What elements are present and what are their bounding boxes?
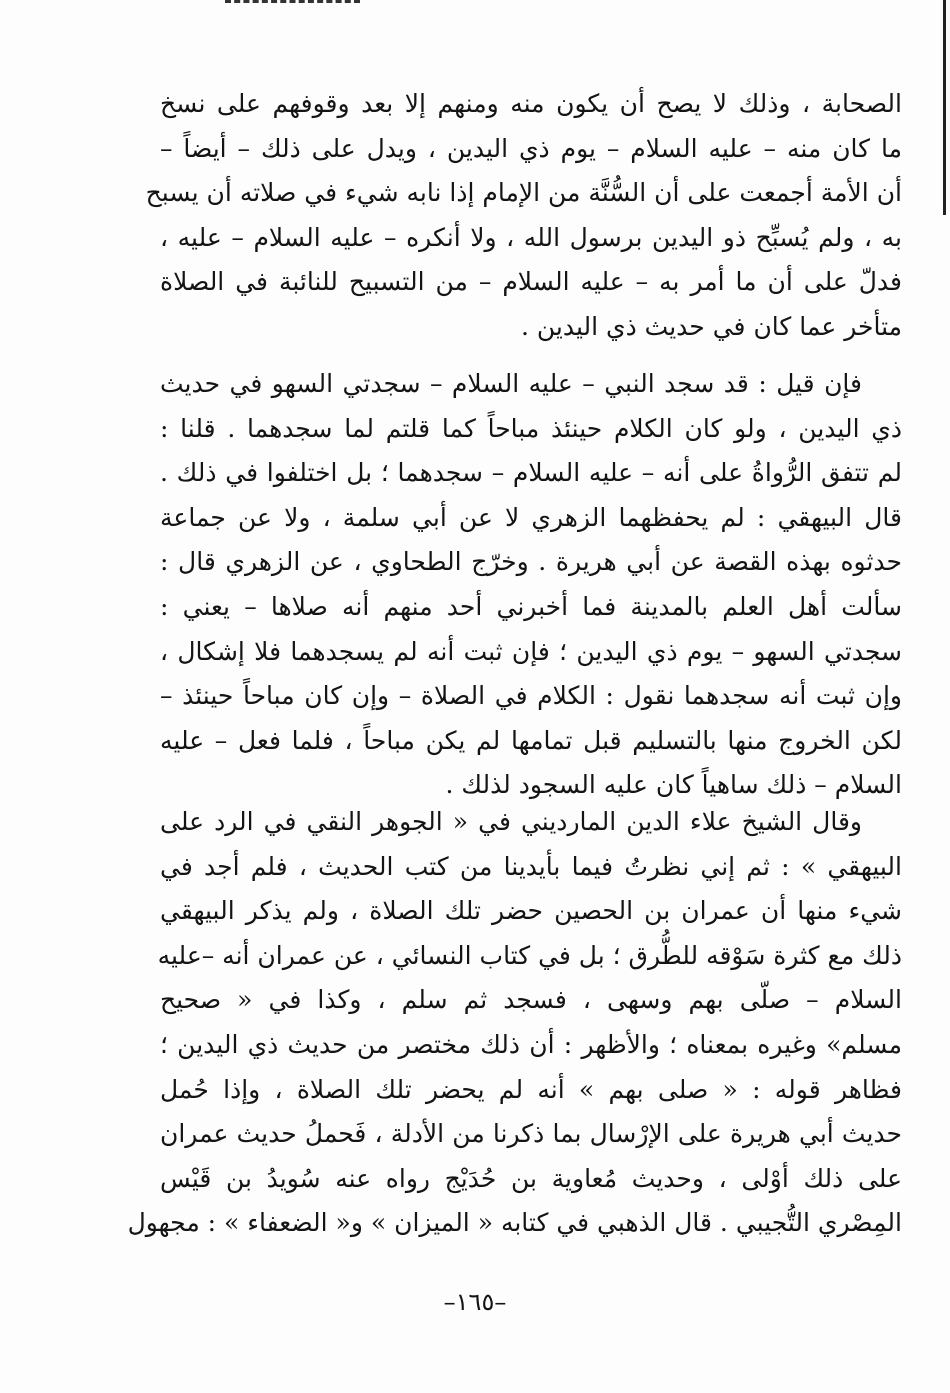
- text-line: حدثوه بهذه القصة عن أبي هريرة . وخرّج الطحاوي ، عن الزهري قال :: [160, 547, 903, 577]
- text-line: سجدتي السهو – يوم ذي اليدين ؛ فإن ثبت أنه لم يسجدهما فلا إشكال ،: [160, 636, 902, 666]
- text-line: فإن قيل : قد سجد النبي – عليه السلام – سجدتي السهو في حديث: [160, 369, 862, 398]
- text-line: وإن ثبت أنه سجدهما نقول : الكلام في الصلاة – وإن كان مباحاً حينئذ –: [160, 681, 902, 711]
- text-line: ذي اليدين ، ولو كان الكلام حينئذ مباحاً كما قلتم لما سجدهما . قلنا :: [160, 413, 902, 443]
- text-line: لكن الخروج منها بالتسليم قبل تمامها لم يكن مباحاً ، فلما فعل – عليه: [160, 725, 902, 755]
- text-line: ما كان منه – عليه السلام – يوم ذي اليدين ، ويدل على ذلك – أيضاً –: [160, 133, 902, 163]
- text-line: شيء منها أن عمران بن الحصين حضر تلك الصلاة ، ولم يذكر البيهقي: [160, 896, 902, 926]
- text-line: المِصْري التُّجيبي . قال الذهبي في كتابه « الميزان » و« الضعفاء » : مجهول: [127, 1208, 902, 1238]
- paragraph-1: [145, 82, 902, 350]
- top-dashed-rule: [225, 0, 360, 7]
- text-line: الصحابة ، وذلك لا يصح أن يكون منه ومنهم إلا بعد وقوفهم على نسخ: [160, 89, 902, 118]
- text-line: به ، ولم يُسبِّح ذو اليدين برسول الله ، ولا أنكره – عليه السلام – عليه ،: [160, 222, 902, 252]
- text-line: فدلّ على أن ما أمر به – عليه السلام – من التسبيح للنائبة في الصلاة: [160, 267, 902, 297]
- text-line: مسلم» وغيره بمعناه ؛ والأظهر : أن ذلك مختصر من حديث ذي اليدين ؛: [160, 1029, 902, 1059]
- text-line: أن الأمة أجمعت على أن السُّنَّة من الإمام إذا نابه شيء في صلاته أن يسبح: [145, 178, 902, 208]
- text-line: لم تتفق الرُّواةُ على أنه – عليه السلام – سجدهما ؛ بل اختلفوا في ذلك .: [160, 458, 902, 488]
- text-line: ذلك مع كثرة سَوْقه للطُّرق ؛ بل في كتاب النسائي ، عن عمران أنه –عليه: [157, 940, 902, 970]
- text-line: وقال الشيخ علاء الدين المارديني في « الجوهر النقي في الرد على: [160, 807, 862, 836]
- text-line: على ذلك أوْلى ، وحديث مُعاوية بن حُدَيْج رواه عنه سُويدُ بن قَيْس: [160, 1163, 902, 1193]
- text-line: فظاهر قوله : « صلى بهم » أنه لم يحضر تلك الصلاة ، وإذا حُمل: [160, 1074, 902, 1104]
- text-line: حديث أبي هريرة على الإرْسال بما ذكرنا من الأدلة ، فَحملُ حديث عمران: [160, 1119, 902, 1149]
- text-line: متأخر عما كان في حديث ذي اليدين .: [520, 311, 902, 341]
- text-line: السلام – صلّى بهم وسهى ، فسجد ثم سلم ، وكذا في « صحيح: [160, 985, 902, 1015]
- text-line: سألت أهل العلم بالمدينة فما أخبرني أحد منهم أنه صلاها – يعني :: [160, 591, 902, 621]
- text-line: قال البيهقي : لم يحفظهما الزهري لا عن أبي سلمة ، ولا عن جماعة: [160, 502, 902, 532]
- text-line: البيهقي » : ثم إني نظرتُ فيما بأيدينا من كتب الحديث ، فلم أجد في: [160, 851, 902, 881]
- paragraph-2: [160, 362, 902, 808]
- page-number: –١٦٥–: [443, 1288, 507, 1316]
- paragraph-3: [127, 800, 902, 1246]
- text-line: السلام – ذلك ساهياً كان عليه السجود لذلك .: [445, 770, 902, 800]
- scan-edge-line: [943, 0, 946, 215]
